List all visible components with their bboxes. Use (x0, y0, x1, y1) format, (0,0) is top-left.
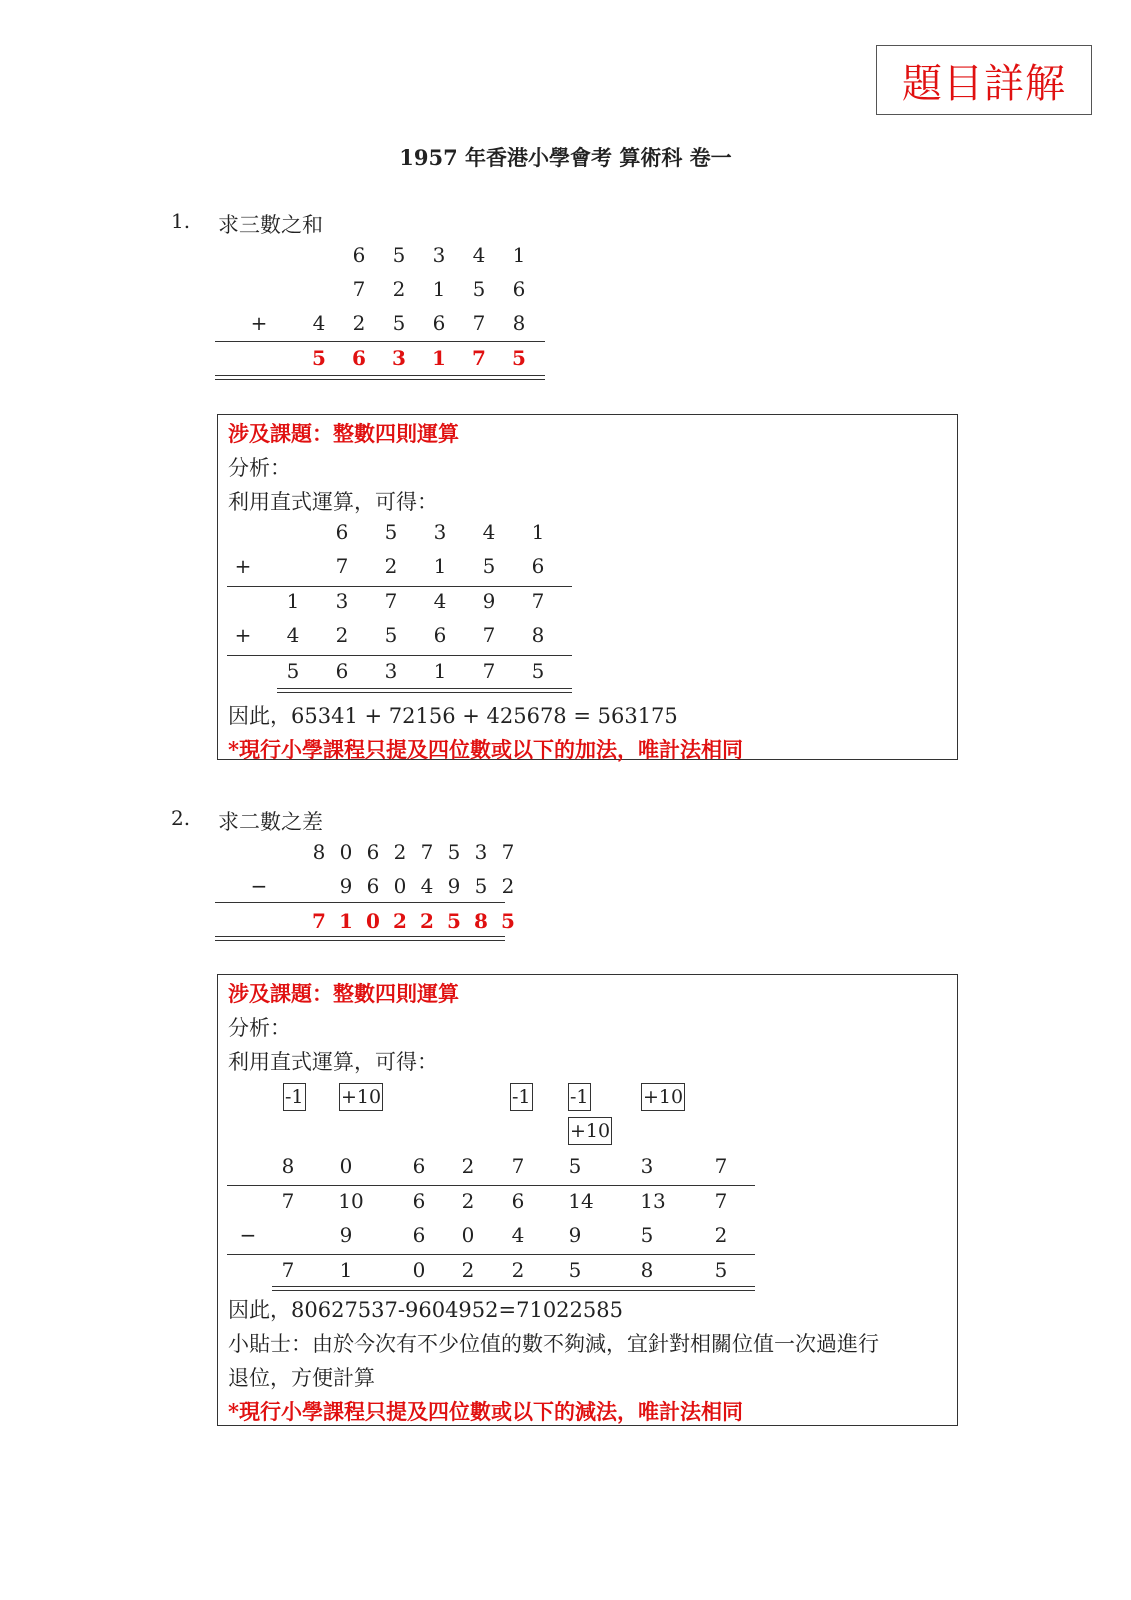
digit: 2 (461, 1154, 475, 1178)
borrow-mark: +10 (339, 1083, 383, 1111)
question-2-number: 2. (171, 806, 191, 830)
digit: 7 (531, 589, 545, 613)
answer-digit: 3 (392, 346, 406, 370)
digit: 5 (568, 1258, 582, 1282)
answer-digit: 5 (447, 909, 461, 933)
digit: 2 (714, 1223, 728, 1247)
answer-double-line (277, 688, 572, 693)
digit: 5 (482, 554, 496, 578)
answer-digit: 1 (339, 909, 353, 933)
digit: 5 (474, 874, 488, 898)
digit: 3 (433, 520, 447, 544)
digit: 7 (384, 589, 398, 613)
digit: 2 (392, 277, 406, 301)
curriculum-note: *現行小學課程只提及四位數或以下的減法，唯計法相同 (228, 1399, 743, 1424)
answer-digit: 6 (352, 346, 366, 370)
digit: 5 (714, 1258, 728, 1282)
digit: 9 (482, 589, 496, 613)
digit: 3 (384, 659, 398, 683)
digit: 0 (412, 1258, 426, 1282)
digit: 5 (472, 277, 486, 301)
answer-digit: 2 (393, 909, 407, 933)
digit: 7 (281, 1258, 295, 1282)
digit: 7 (472, 311, 486, 335)
method-text: 利用直式運算，可得： (228, 1050, 438, 1074)
digit: 2 (501, 874, 515, 898)
digit: 7 (335, 554, 349, 578)
digit: 6 (512, 277, 526, 301)
digit: 8 (312, 840, 326, 864)
digit: 6 (335, 659, 349, 683)
digit: 5 (392, 243, 406, 267)
sum-line (227, 586, 572, 587)
digit: 3 (640, 1154, 654, 1178)
digit: 8 (531, 623, 545, 647)
digit: 7 (482, 623, 496, 647)
tip-text-line-1: 小貼士：由於今次有不少位值的數不夠減，宜針對相關位值一次過進行 (228, 1332, 879, 1356)
answer-double-line (272, 1286, 755, 1291)
digit: 2 (461, 1258, 475, 1282)
plus-operator: + (234, 554, 252, 578)
borrow-mark: +10 (641, 1083, 685, 1111)
answer-digit: 5 (512, 346, 526, 370)
digit: 6 (352, 243, 366, 267)
digit: 13 (640, 1189, 666, 1213)
digit: 9 (447, 874, 461, 898)
digit: 1 (531, 520, 545, 544)
digit: 6 (433, 623, 447, 647)
digit: 7 (352, 277, 366, 301)
digit: 5 (286, 659, 300, 683)
digit: 5 (447, 840, 461, 864)
digit: 2 (352, 311, 366, 335)
answer-digit: 1 (432, 346, 446, 370)
answer-double-line (215, 375, 545, 380)
minus-operator: − (250, 874, 268, 898)
digit: 6 (335, 520, 349, 544)
digit: 2 (384, 554, 398, 578)
answer-digit: 5 (312, 346, 326, 370)
digit: 3 (432, 243, 446, 267)
digit: 5 (384, 623, 398, 647)
conclusion-text: 因此，65341 + 72156 + 425678 = 563175 (228, 704, 678, 728)
digit: 2 (461, 1189, 475, 1213)
digit: 5 (392, 311, 406, 335)
answer-digit: 2 (420, 909, 434, 933)
digit: 6 (511, 1189, 525, 1213)
question-2-text: 求二數之差 (218, 810, 323, 834)
digit: 7 (482, 659, 496, 683)
digit: 6 (412, 1189, 426, 1213)
digit: 1 (512, 243, 526, 267)
digit: 9 (339, 1223, 353, 1247)
digit: 7 (714, 1154, 728, 1178)
plus-operator: + (250, 311, 268, 335)
digit: 7 (714, 1189, 728, 1213)
digit: 4 (472, 243, 486, 267)
sum-line (215, 341, 545, 342)
tip-text-line-2: 退位，方便計算 (228, 1366, 375, 1390)
digit: 4 (312, 311, 326, 335)
page-title: 1957 年香港小學會考 算術科 卷一 (399, 145, 732, 170)
digit: 9 (568, 1223, 582, 1247)
digit: 4 (286, 623, 300, 647)
difference-line (215, 902, 505, 903)
digit: 1 (433, 659, 447, 683)
digit: 7 (511, 1154, 525, 1178)
borrow-mark: -1 (510, 1083, 533, 1111)
curriculum-note: *現行小學課程只提及四位數或以下的加法，唯計法相同 (228, 737, 743, 762)
digit: 7 (281, 1189, 295, 1213)
answer-digit: 5 (501, 909, 515, 933)
topic-heading: 涉及課題：整數四則運算 (228, 981, 459, 1006)
digit: 2 (335, 623, 349, 647)
digit: 4 (482, 520, 496, 544)
digit: 1 (339, 1258, 353, 1282)
digit: 5 (531, 659, 545, 683)
digit: 6 (412, 1223, 426, 1247)
method-text: 利用直式運算，可得： (228, 490, 438, 514)
borrow-mark: -1 (568, 1083, 591, 1111)
digit: 4 (433, 589, 447, 613)
digit: 2 (393, 840, 407, 864)
digit: 1 (433, 554, 447, 578)
digit: 0 (461, 1223, 475, 1247)
digit: 8 (640, 1258, 654, 1282)
digit: 5 (640, 1223, 654, 1247)
digit: 3 (335, 589, 349, 613)
sum-line (227, 655, 572, 656)
digit: 8 (281, 1154, 295, 1178)
digit: 9 (339, 874, 353, 898)
difference-line (227, 1254, 755, 1255)
analysis-label: 分析： (228, 1016, 291, 1040)
answer-double-line (215, 936, 505, 941)
digit: 14 (568, 1189, 594, 1213)
question-1-number: 1. (171, 209, 191, 233)
digit: 4 (420, 874, 434, 898)
conclusion-text: 因此，80627537-9604952=71022585 (228, 1298, 623, 1322)
answer-digit: 7 (312, 909, 326, 933)
answer-digit: 8 (474, 909, 488, 933)
answer-digit: 0 (366, 909, 380, 933)
digit: 1 (286, 589, 300, 613)
borrow-mark: +10 (568, 1117, 612, 1145)
topic-heading: 涉及課題：整數四則運算 (228, 421, 459, 446)
regrouping-line (227, 1185, 755, 1186)
answer-explained-badge: 題目詳解 (876, 45, 1092, 115)
plus-operator: + (234, 623, 252, 647)
digit: 1 (432, 277, 446, 301)
digit: 8 (512, 311, 526, 335)
digit: 5 (568, 1154, 582, 1178)
minus-operator: − (239, 1223, 257, 1247)
analysis-label: 分析： (228, 456, 291, 480)
digit: 7 (420, 840, 434, 864)
digit: 0 (339, 1154, 353, 1178)
answer-digit: 7 (472, 346, 486, 370)
digit: 6 (432, 311, 446, 335)
digit: 6 (366, 874, 380, 898)
question-1-text: 求三數之和 (218, 213, 323, 237)
borrow-mark: -1 (283, 1083, 306, 1111)
digit: 5 (384, 520, 398, 544)
digit: 6 (412, 1154, 426, 1178)
digit: 4 (511, 1223, 525, 1247)
digit: 0 (339, 840, 353, 864)
digit: 3 (474, 840, 488, 864)
digit: 2 (511, 1258, 525, 1282)
digit: 7 (501, 840, 515, 864)
digit: 6 (531, 554, 545, 578)
digit: 0 (393, 874, 407, 898)
digit: 10 (338, 1189, 364, 1213)
digit: 6 (366, 840, 380, 864)
